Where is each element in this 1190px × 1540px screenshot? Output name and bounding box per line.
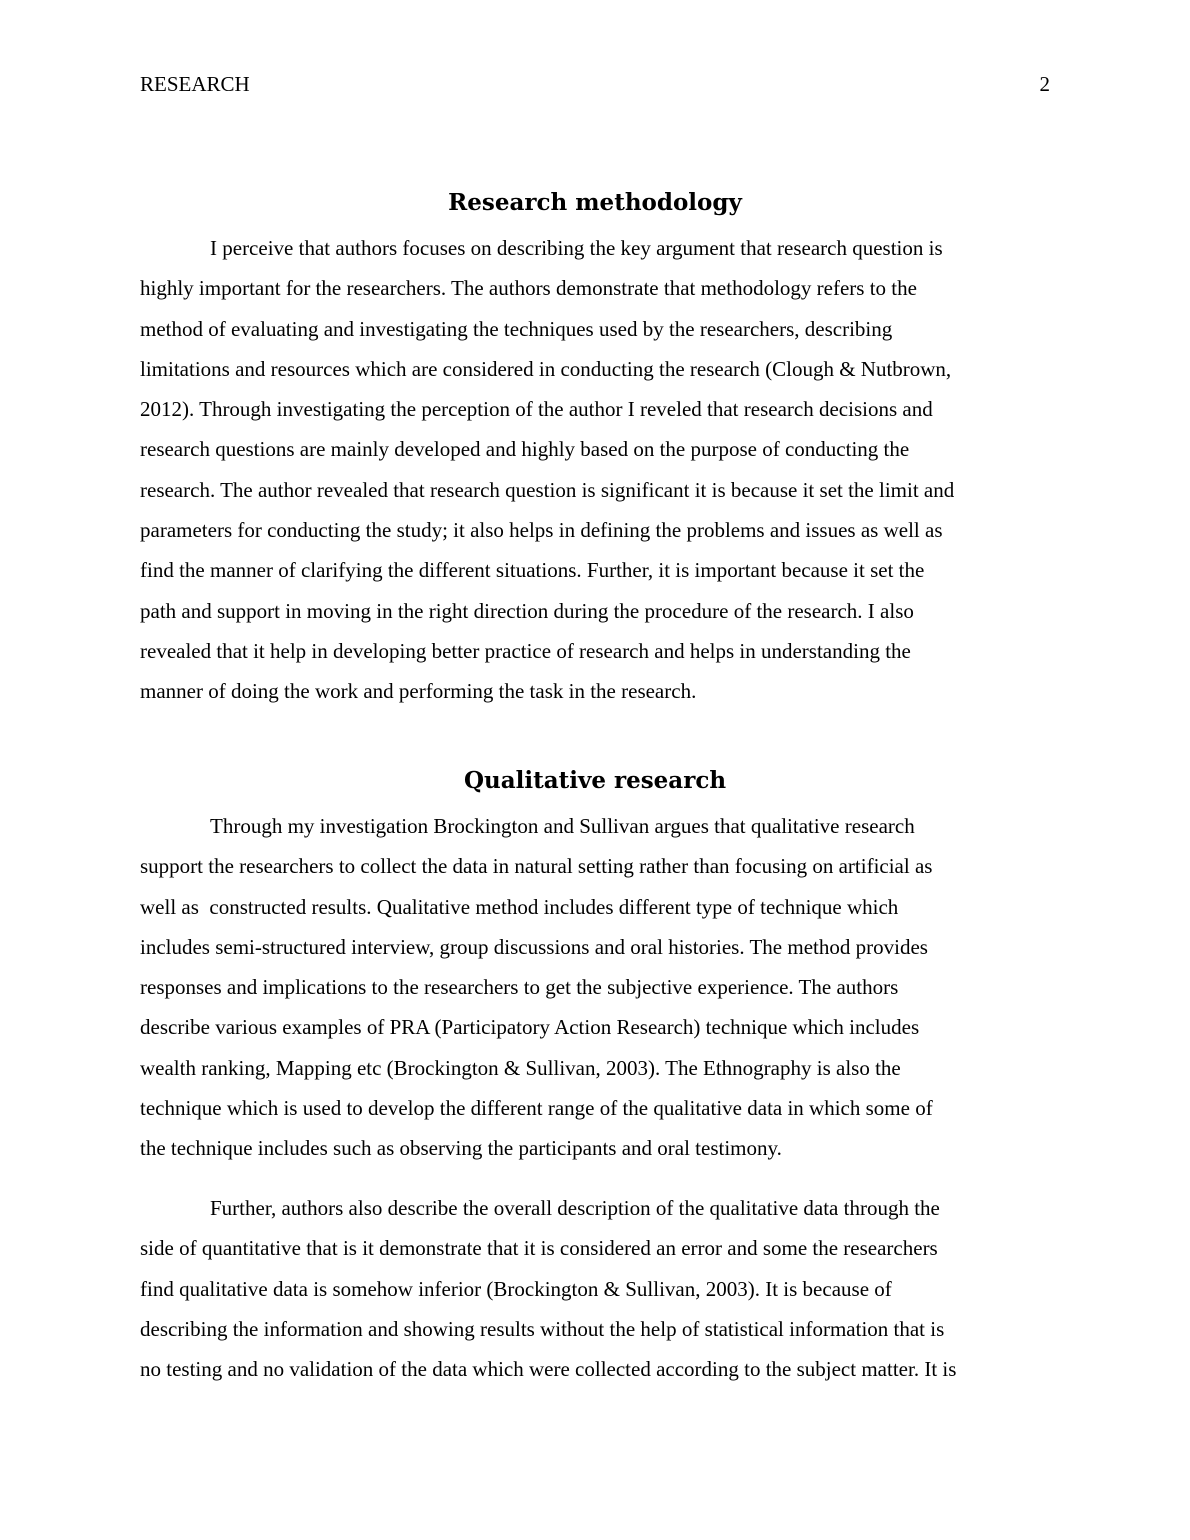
running-head: RESEARCH (140, 72, 250, 96)
section-heading-research-methodology: Research methodology (448, 189, 742, 216)
text-line: method of evaluating and investigating the techniques used by the researchers, describing (140, 316, 893, 341)
text-line: Further, authors also describe the overall description of the qualitative data through the (210, 1196, 940, 1220)
text-line: manner of doing the work and performing the task in the research. (140, 679, 697, 704)
paragraph (140, 806, 1060, 1169)
text-line: responses and implications to the researchers to get the subjective experience. The authors (140, 975, 899, 1000)
text-line: wealth ranking, Mapping etc (Brockington & Sullivan, 2003). The Ethnography is also the (140, 1055, 901, 1080)
text-line: describe various examples of PRA (Participatory Action Research) technique which includes (140, 1015, 920, 1040)
text-line: includes semi-structured interview, group discussions and oral histories. The method provides (140, 934, 928, 959)
text-line: find qualitative data is somehow inferior (Brockington & Sullivan, 2003). It is because of (140, 1276, 892, 1301)
text-line: well as constructed results. Qualitative method includes different type of technique which (140, 894, 899, 919)
text-line: I perceive that authors focuses on describing the key argument that research question is (210, 236, 943, 260)
text-line: research questions are mainly developed and highly based on the purpose of conducting the (140, 437, 910, 462)
text-line: 2012). Through investigating the perception of the author I reveled that research decisions and (140, 397, 933, 422)
section-heading-qualitative-research: Qualitative research (463, 767, 727, 794)
text-line: parameters for conducting the study; it also helps in defining the problems and issues as well as (140, 518, 943, 543)
text-line: the technique includes such as observing the participants and oral testimony. (140, 1136, 782, 1161)
paragraph (140, 1188, 1060, 1389)
text-line: Through my investigation Brockington and Sullivan argues that qualitative research (210, 814, 915, 838)
text-line: revealed that it help in developing better practice of research and helps in understanding the (140, 638, 911, 663)
text-line: support the researchers to collect the data in natural setting rather than focusing on artificial as (140, 854, 933, 879)
text-line: no testing and no validation of the data which were collected according to the subject matter. It is (140, 1357, 957, 1382)
text-line: technique which is used to develop the different range of the qualitative data in which some of (140, 1096, 933, 1121)
text-line: path and support in moving in the right direction during the procedure of the research. I also (140, 598, 914, 623)
text-line: find the manner of clarifying the different situations. Further, it is important because it set the (140, 558, 925, 583)
page-number: 2 (1039, 72, 1050, 96)
text-line: limitations and resources which are considered in conducting the research (Clough & Nutbrown, (140, 356, 952, 381)
paragraph (140, 228, 1060, 712)
text-line: describing the information and showing results without the help of statistical information that is (140, 1316, 945, 1341)
text-line: highly important for the researchers. The authors demonstrate that methodology refers to the (140, 276, 917, 301)
text-line: research. The author revealed that research question is significant it is because it set the limit and (140, 477, 955, 502)
text-line: side of quantitative that is it demonstrate that it is considered an error and some the researchers (140, 1236, 938, 1261)
